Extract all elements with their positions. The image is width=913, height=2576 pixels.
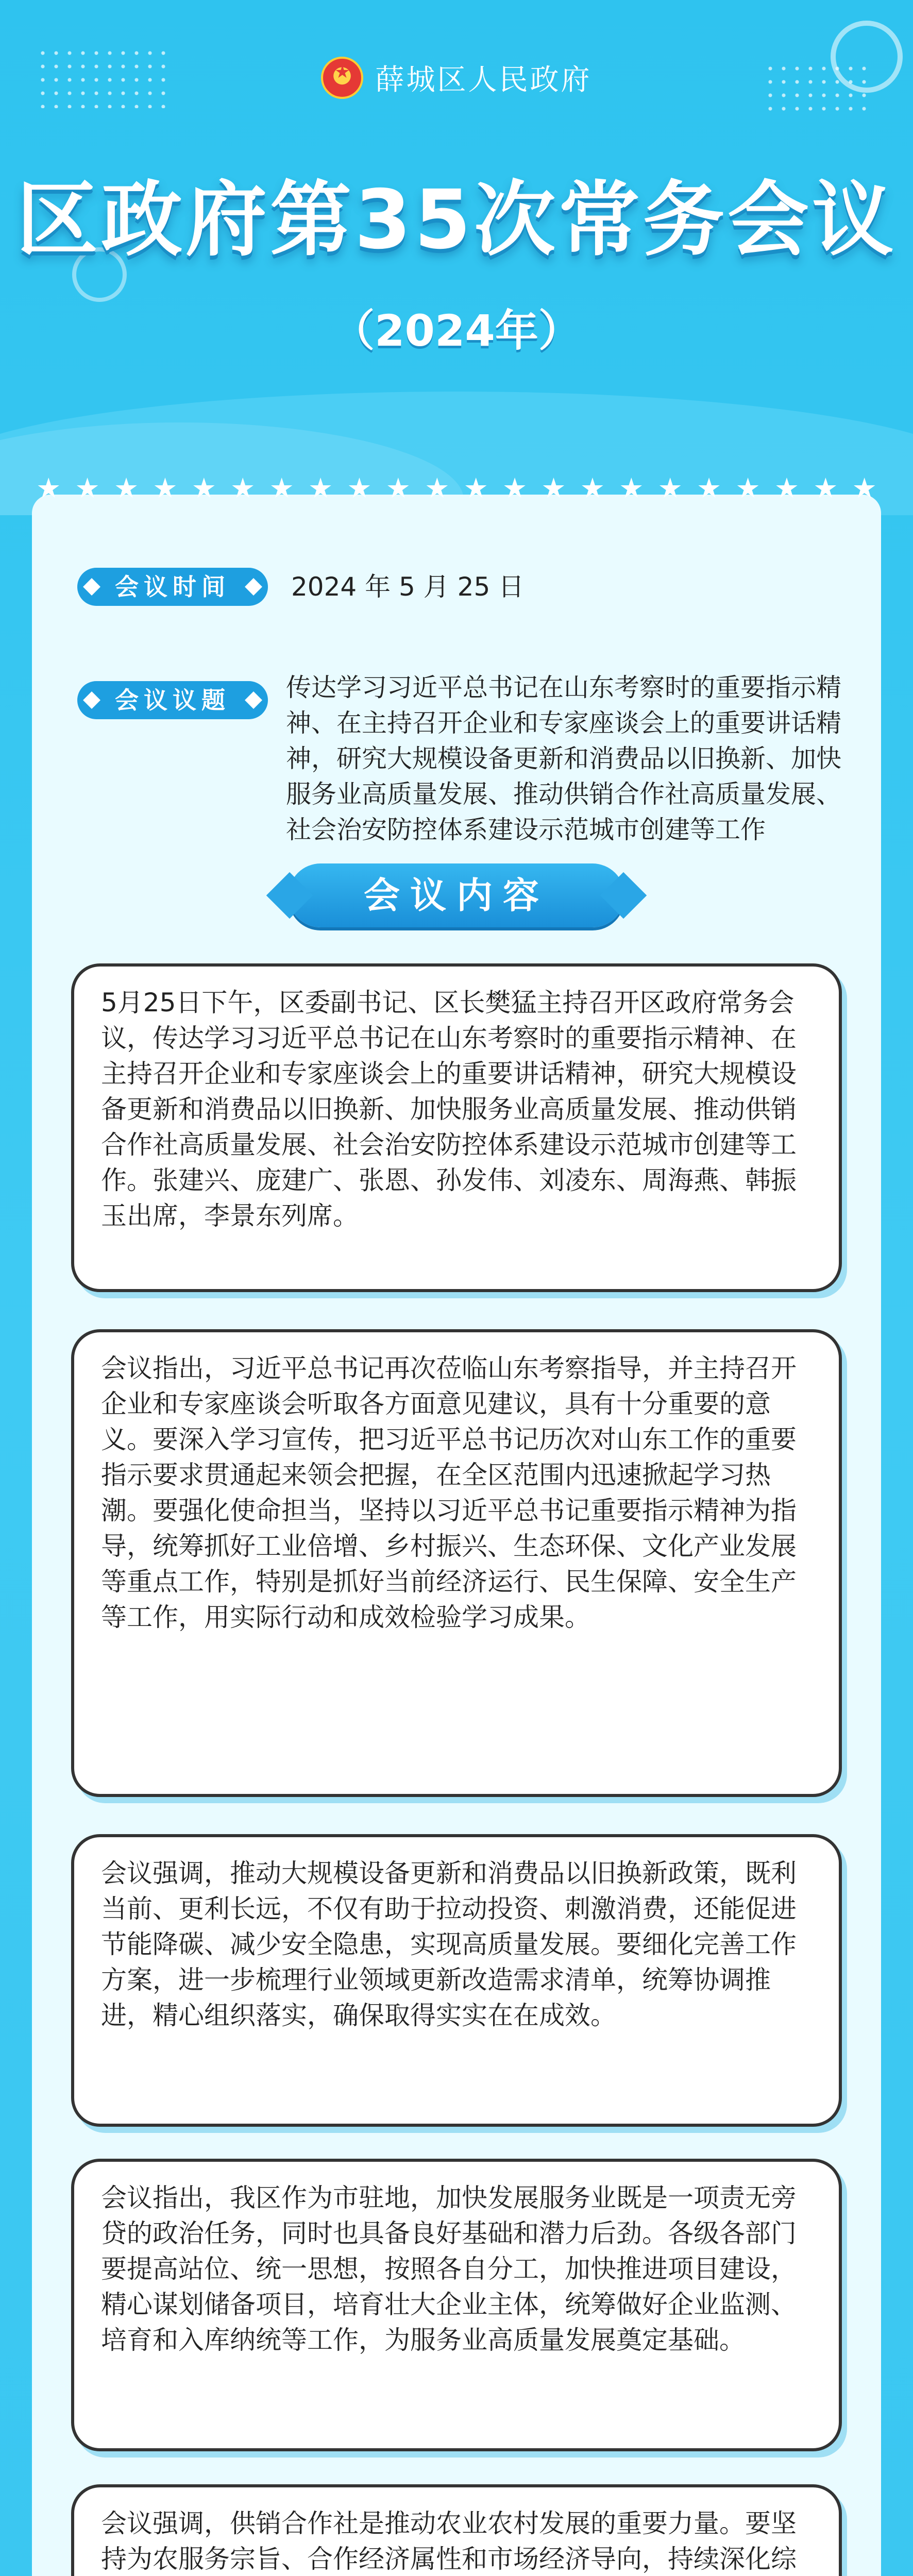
star-icon: ★	[813, 472, 838, 504]
star-icon: ★	[463, 472, 488, 504]
star-icon: ★	[774, 472, 800, 504]
section-heading-content: 会议内容	[289, 863, 624, 927]
paragraph-box	[71, 2159, 842, 2451]
paragraph-text: 会议指出，我区作为市驻地，加快发展服务业既是一项责无旁贷的政治任务，同时也具备良好基础和潜力后劲。各级各部门要提高站位、统一思想，按照各自分工，加快推进项目建设，精心谋划储备项目，培育壮大企业主体，统筹做好企业监测、培育和入库纳统等工作，为服务业高质量发展奠定基础。	[101, 2183, 797, 2355]
star-icon: ★	[852, 472, 877, 504]
star-icon: ★	[75, 472, 100, 504]
star-icon: ★	[541, 472, 566, 504]
paragraph-box	[71, 963, 842, 1292]
star-icon: ★	[580, 472, 605, 504]
page-title: 区政府第35次常务会议	[16, 173, 897, 267]
paragraph-box	[71, 1329, 842, 1797]
brand-bar	[0, 57, 913, 99]
star-icon: ★	[113, 472, 139, 504]
star-icon: ★	[619, 472, 644, 504]
paragraph-text: 会议指出，习近平总书记再次莅临山东考察指导，并主持召开企业和专家座谈会听取各方面意见建议，具有十分重要的意义。要深入学习宣传，把习近平总书记历次对山东工作的重要指示要求贯通起来领会把握，在全区范围内迅速掀起学习热潮。要强化使命担当，坚持以习近平总书记重要指示精神为指导，统筹抓好工业倍增、乡村振兴、生态环保、文化产业发展等重点工作，特别是抓好当前经济运行、民生保障、安全生产等工作，用实际行动和成效检验学习成果。	[101, 1353, 797, 1632]
star-icon: ★	[269, 472, 294, 504]
paragraph-text: 会议强调，供销合作社是推动农业农村发展的重要力量。要坚持为农服务宗旨、合作经济属性和市场经济导向，持续深化综	[101, 2509, 797, 2574]
org-name: 薛城区人民政府	[375, 63, 592, 97]
meeting-time-label: 会议时间	[77, 568, 268, 606]
star-icon: ★	[735, 472, 760, 504]
star-icon: ★	[657, 472, 683, 504]
national-emblem-icon	[321, 57, 363, 99]
meeting-time-value: 2024 年 5 月 25 日	[291, 572, 525, 602]
star-icon: ★	[385, 472, 411, 504]
star-icon: ★	[425, 472, 450, 504]
star-icon: ★	[36, 472, 61, 504]
star-icon: ★	[230, 472, 256, 504]
paragraph-text: 5月25日下午，区委副书记、区长樊猛主持召开区政府常务会议，传达学习习近平总书记在山东考察时的重要指示精神、在主持召开企业和专家座谈会上的重要讲话精神，研究大规模设备更新和消费品以旧换新、加快服务业高质量发展、推动供销合作社高质量发展、社会治安防控体系建设示范城市创建等工作。张建兴、庞建广、张恩、孙发伟、刘凌东、周海燕、韩振玉出席，李景东列席。	[101, 988, 797, 1231]
page-subtitle-year: （2024年）	[331, 306, 582, 356]
paragraph-box	[71, 1834, 842, 2127]
paragraph-text: 会议强调，推动大规模设备更新和消费品以旧换新政策，既利当前、更利长远，不仅有助于拉动投资、刺激消费，还能促进节能降碳、减少安全隐患，实现高质量发展。要细化完善工作方案，进一步梳理行业领域更新改造需求清单，统筹协调推进，精心组织落实，确保取得实实在在成效。	[101, 1858, 797, 2030]
meeting-topic-value: 传达学习习近平总书记在山东考察时的重要指示精神、在主持召开企业和专家座谈会上的重要讲话精神，研究大规模设备更新和消费品以旧换新、加快服务业高质量发展、推动供销合作社高质量发展、社会治安防控体系建设示范城市创建等工作	[286, 673, 842, 844]
star-row-decoration	[36, 473, 877, 504]
star-icon: ★	[308, 472, 333, 504]
star-icon: ★	[347, 472, 372, 504]
star-icon: ★	[191, 472, 217, 504]
star-icon: ★	[502, 472, 528, 504]
paragraph-box	[71, 2484, 842, 2576]
page-header	[0, 0, 913, 515]
star-icon: ★	[696, 472, 722, 504]
meeting-topic-label: 会议议题	[77, 681, 268, 719]
star-icon: ★	[153, 472, 178, 504]
